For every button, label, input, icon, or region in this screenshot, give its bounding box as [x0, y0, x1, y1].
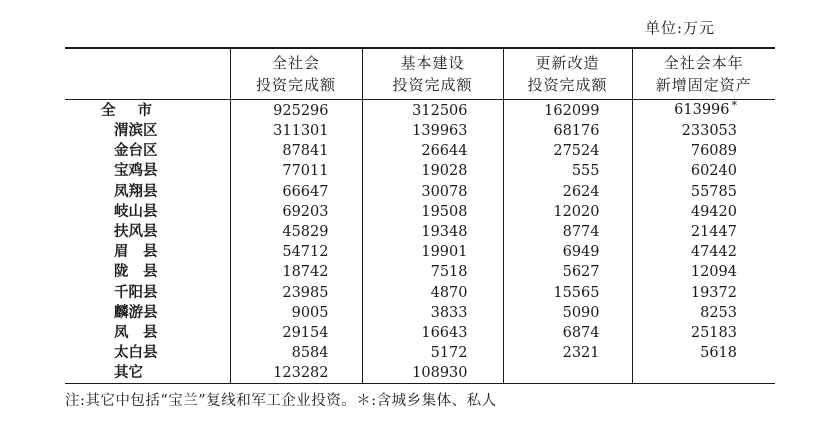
region-name-cell-text: 扶风县	[114, 223, 158, 241]
total-investment-cell	[230, 283, 362, 303]
header-line: 全社会本年	[663, 54, 744, 72]
renovation-cell-text: 5090	[562, 304, 600, 321]
total-investment-cell	[230, 182, 362, 202]
header-line: 投资完成额	[527, 76, 608, 94]
new-fixed-assets-cell	[632, 182, 775, 202]
region-name-cell	[65, 202, 230, 222]
capital-construction-cell	[362, 161, 503, 181]
total-investment-cell-text: 311301	[273, 123, 329, 140]
new-fixed-assets-cell-text: 8253	[700, 304, 737, 321]
header-region	[65, 48, 230, 100]
new-fixed-assets-cell-text: 12094	[690, 264, 737, 281]
renovation-cell-text: 5627	[562, 264, 600, 281]
renovation-cell-text: 12020	[553, 203, 600, 220]
renovation-cell-text: 6874	[562, 324, 600, 341]
renovation-cell-text: 68176	[553, 123, 600, 140]
new-fixed-assets-cell	[632, 121, 775, 141]
capital-construction-cell	[362, 141, 503, 161]
total-investment-cell	[230, 161, 362, 181]
region-name-cell-text: 其它	[114, 364, 143, 382]
renovation-cell	[503, 303, 632, 323]
table-row	[65, 141, 775, 161]
region-name-cell-text: 麟游县	[114, 303, 158, 321]
capital-construction-cell	[362, 202, 503, 222]
region-name-cell-text: 金台区	[114, 142, 158, 160]
region-name-cell	[65, 343, 230, 363]
renovation-cell-text: 27524	[553, 143, 600, 160]
total-investment-cell	[230, 202, 362, 222]
region-name-cell-text: 宝鸡县	[114, 162, 158, 180]
header-line: 全社会	[271, 54, 320, 72]
total-investment-cell	[230, 262, 362, 282]
new-fixed-assets-cell	[632, 242, 775, 262]
total-investment-cell-text: 29154	[282, 324, 329, 341]
total-investment-cell	[230, 343, 362, 363]
renovation-cell-text: 2624	[562, 183, 600, 200]
total-investment-cell-text: 54712	[282, 244, 329, 261]
renovation-cell-text: 6949	[562, 244, 600, 261]
renovation-cell	[503, 182, 632, 202]
region-name-cell-text: 凤 县	[114, 323, 158, 341]
table-row	[65, 182, 775, 202]
capital-construction-cell	[362, 343, 503, 363]
footnote-mark: *	[731, 99, 737, 112]
total-investment-cell-text: 8584	[291, 345, 329, 362]
total-investment-cell-text: 77011	[282, 163, 329, 180]
capital-construction-cell-text: 3833	[430, 304, 468, 321]
region-name-cell	[65, 182, 230, 202]
table-row	[65, 100, 775, 122]
renovation-cell	[503, 121, 632, 141]
table-row	[65, 323, 775, 343]
new-fixed-assets-cell	[632, 363, 775, 384]
total-investment-cell-text: 23985	[282, 284, 329, 301]
region-name-cell	[65, 100, 230, 122]
renovation-cell-text: 8774	[562, 224, 600, 241]
total-investment-cell-text: 9005	[291, 304, 329, 321]
total-investment-cell	[230, 121, 362, 141]
total-investment-cell-text: 66647	[282, 183, 329, 200]
new-fixed-assets-cell	[632, 222, 775, 242]
total-investment-cell	[230, 222, 362, 242]
new-fixed-assets-cell	[632, 283, 775, 303]
capital-construction-cell-text: 16643	[421, 324, 468, 341]
region-name-cell	[65, 262, 230, 282]
renovation-cell	[503, 100, 632, 122]
capital-construction-cell-text: 19028	[421, 163, 468, 180]
region-name-cell	[65, 121, 230, 141]
header-line: 更新改造	[535, 54, 600, 72]
total-investment-cell-text: 925296	[273, 102, 329, 119]
new-fixed-assets-cell-text: 19372	[690, 284, 737, 301]
capital-construction-cell	[362, 323, 503, 343]
table-row	[65, 303, 775, 323]
table-row	[65, 343, 775, 363]
new-fixed-assets-cell-text: 60240	[690, 163, 737, 180]
new-fixed-assets-cell	[632, 262, 775, 282]
capital-construction-cell-text: 139963	[412, 123, 468, 140]
capital-construction-cell-text: 108930	[412, 365, 468, 382]
capital-construction-cell	[362, 303, 503, 323]
new-fixed-assets-cell-text: 47442	[690, 244, 737, 261]
total-investment-cell	[230, 323, 362, 343]
header-line: 新增固定资产	[655, 76, 752, 94]
capital-construction-cell	[362, 100, 503, 122]
new-fixed-assets-cell-text: 21447	[690, 224, 737, 241]
header-capital-construction	[362, 48, 503, 100]
region-name-cell	[65, 242, 230, 262]
header-total-investment	[230, 48, 362, 100]
renovation-cell	[503, 202, 632, 222]
capital-construction-cell-text: 4870	[430, 284, 468, 301]
table-row	[65, 363, 775, 384]
header-renovation	[503, 48, 632, 100]
renovation-cell-text: 15565	[553, 284, 600, 301]
total-investment-cell	[230, 303, 362, 323]
total-investment-cell	[230, 242, 362, 262]
capital-construction-cell-text: 30078	[421, 183, 468, 200]
renovation-cell	[503, 363, 632, 384]
table-row	[65, 283, 775, 303]
new-fixed-assets-cell-text: 233053	[681, 123, 737, 140]
table-row	[65, 202, 775, 222]
capital-construction-cell-text: 312506	[412, 102, 468, 119]
total-investment-cell-text: 123282	[273, 365, 329, 382]
capital-construction-cell-text: 19901	[421, 244, 468, 261]
investment-table	[65, 47, 775, 384]
capital-construction-cell-text: 19508	[421, 203, 468, 220]
new-fixed-assets-cell	[632, 323, 775, 343]
capital-construction-cell	[362, 363, 503, 384]
capital-construction-cell	[362, 242, 503, 262]
new-fixed-assets-cell	[632, 303, 775, 323]
new-fixed-assets-cell-text: 25183	[690, 324, 737, 341]
capital-construction-cell-text: 5172	[430, 345, 468, 362]
region-name-cell-text: 眉 县	[114, 243, 158, 261]
renovation-cell	[503, 343, 632, 363]
new-fixed-assets-cell-text: 5618	[700, 345, 737, 362]
region-name-cell-text: 凤翔县	[114, 182, 158, 200]
new-fixed-assets-cell-text: 76089	[690, 143, 737, 160]
table-row	[65, 161, 775, 181]
region-name-cell-text: 陇 县	[114, 263, 158, 281]
region-name-cell-text: 岐山县	[114, 202, 158, 220]
renovation-cell	[503, 141, 632, 161]
table-row	[65, 121, 775, 141]
region-name-cell-text: 渭滨区	[114, 122, 158, 140]
table-row	[65, 222, 775, 242]
region-name-cell	[65, 363, 230, 384]
region-name-cell-text: 全市	[101, 101, 174, 119]
renovation-cell-text: 2321	[562, 345, 600, 362]
renovation-cell	[503, 323, 632, 343]
new-fixed-assets-cell-text: 613996	[674, 102, 730, 118]
header-line: 投资完成额	[255, 76, 336, 94]
header-line: 基本建设	[400, 54, 465, 72]
new-fixed-assets-cell	[632, 100, 775, 122]
capital-construction-cell	[362, 121, 503, 141]
region-name-cell	[65, 161, 230, 181]
renovation-cell	[503, 161, 632, 181]
capital-construction-cell-text: 26644	[421, 143, 468, 160]
capital-construction-cell-text: 19348	[421, 224, 468, 241]
total-investment-cell	[230, 141, 362, 161]
header-new-fixed-assets	[632, 48, 775, 100]
header-line: 投资完成额	[392, 76, 473, 94]
region-name-cell-text: 太白县	[114, 344, 158, 362]
region-name-cell	[65, 303, 230, 323]
total-investment-cell-text: 69203	[282, 203, 329, 220]
total-investment-cell	[230, 100, 362, 122]
capital-construction-cell	[362, 283, 503, 303]
capital-construction-cell-text: 7518	[430, 264, 468, 281]
new-fixed-assets-cell	[632, 343, 775, 363]
renovation-cell	[503, 283, 632, 303]
capital-construction-cell	[362, 262, 503, 282]
renovation-cell	[503, 222, 632, 242]
total-investment-cell-text: 18742	[282, 264, 329, 281]
renovation-cell-text: 555	[571, 163, 600, 180]
table-row	[65, 242, 775, 262]
unit-label: 单位:万元	[645, 19, 716, 37]
renovation-cell	[503, 242, 632, 262]
capital-construction-cell	[362, 182, 503, 202]
capital-construction-cell	[362, 222, 503, 242]
renovation-cell-text: 162099	[544, 102, 600, 119]
region-name-cell	[65, 283, 230, 303]
table-row	[65, 262, 775, 282]
region-name-cell-text: 千阳县	[114, 283, 158, 301]
region-name-cell	[65, 222, 230, 242]
region-name-cell	[65, 323, 230, 343]
new-fixed-assets-cell-text: 49420	[690, 203, 737, 220]
new-fixed-assets-cell-text: 55785	[690, 183, 737, 200]
footnote: 注:其它中包括“宝兰”复线和军工企业投资。＊:含城乡集体、私人	[65, 393, 497, 409]
renovation-cell	[503, 262, 632, 282]
total-investment-cell-text: 45829	[282, 224, 329, 241]
new-fixed-assets-cell	[632, 202, 775, 222]
table-header-row	[65, 48, 775, 100]
new-fixed-assets-cell	[632, 141, 775, 161]
new-fixed-assets-cell	[632, 161, 775, 181]
region-name-cell	[65, 141, 230, 161]
total-investment-cell	[230, 363, 362, 384]
total-investment-cell-text: 87841	[282, 143, 329, 160]
